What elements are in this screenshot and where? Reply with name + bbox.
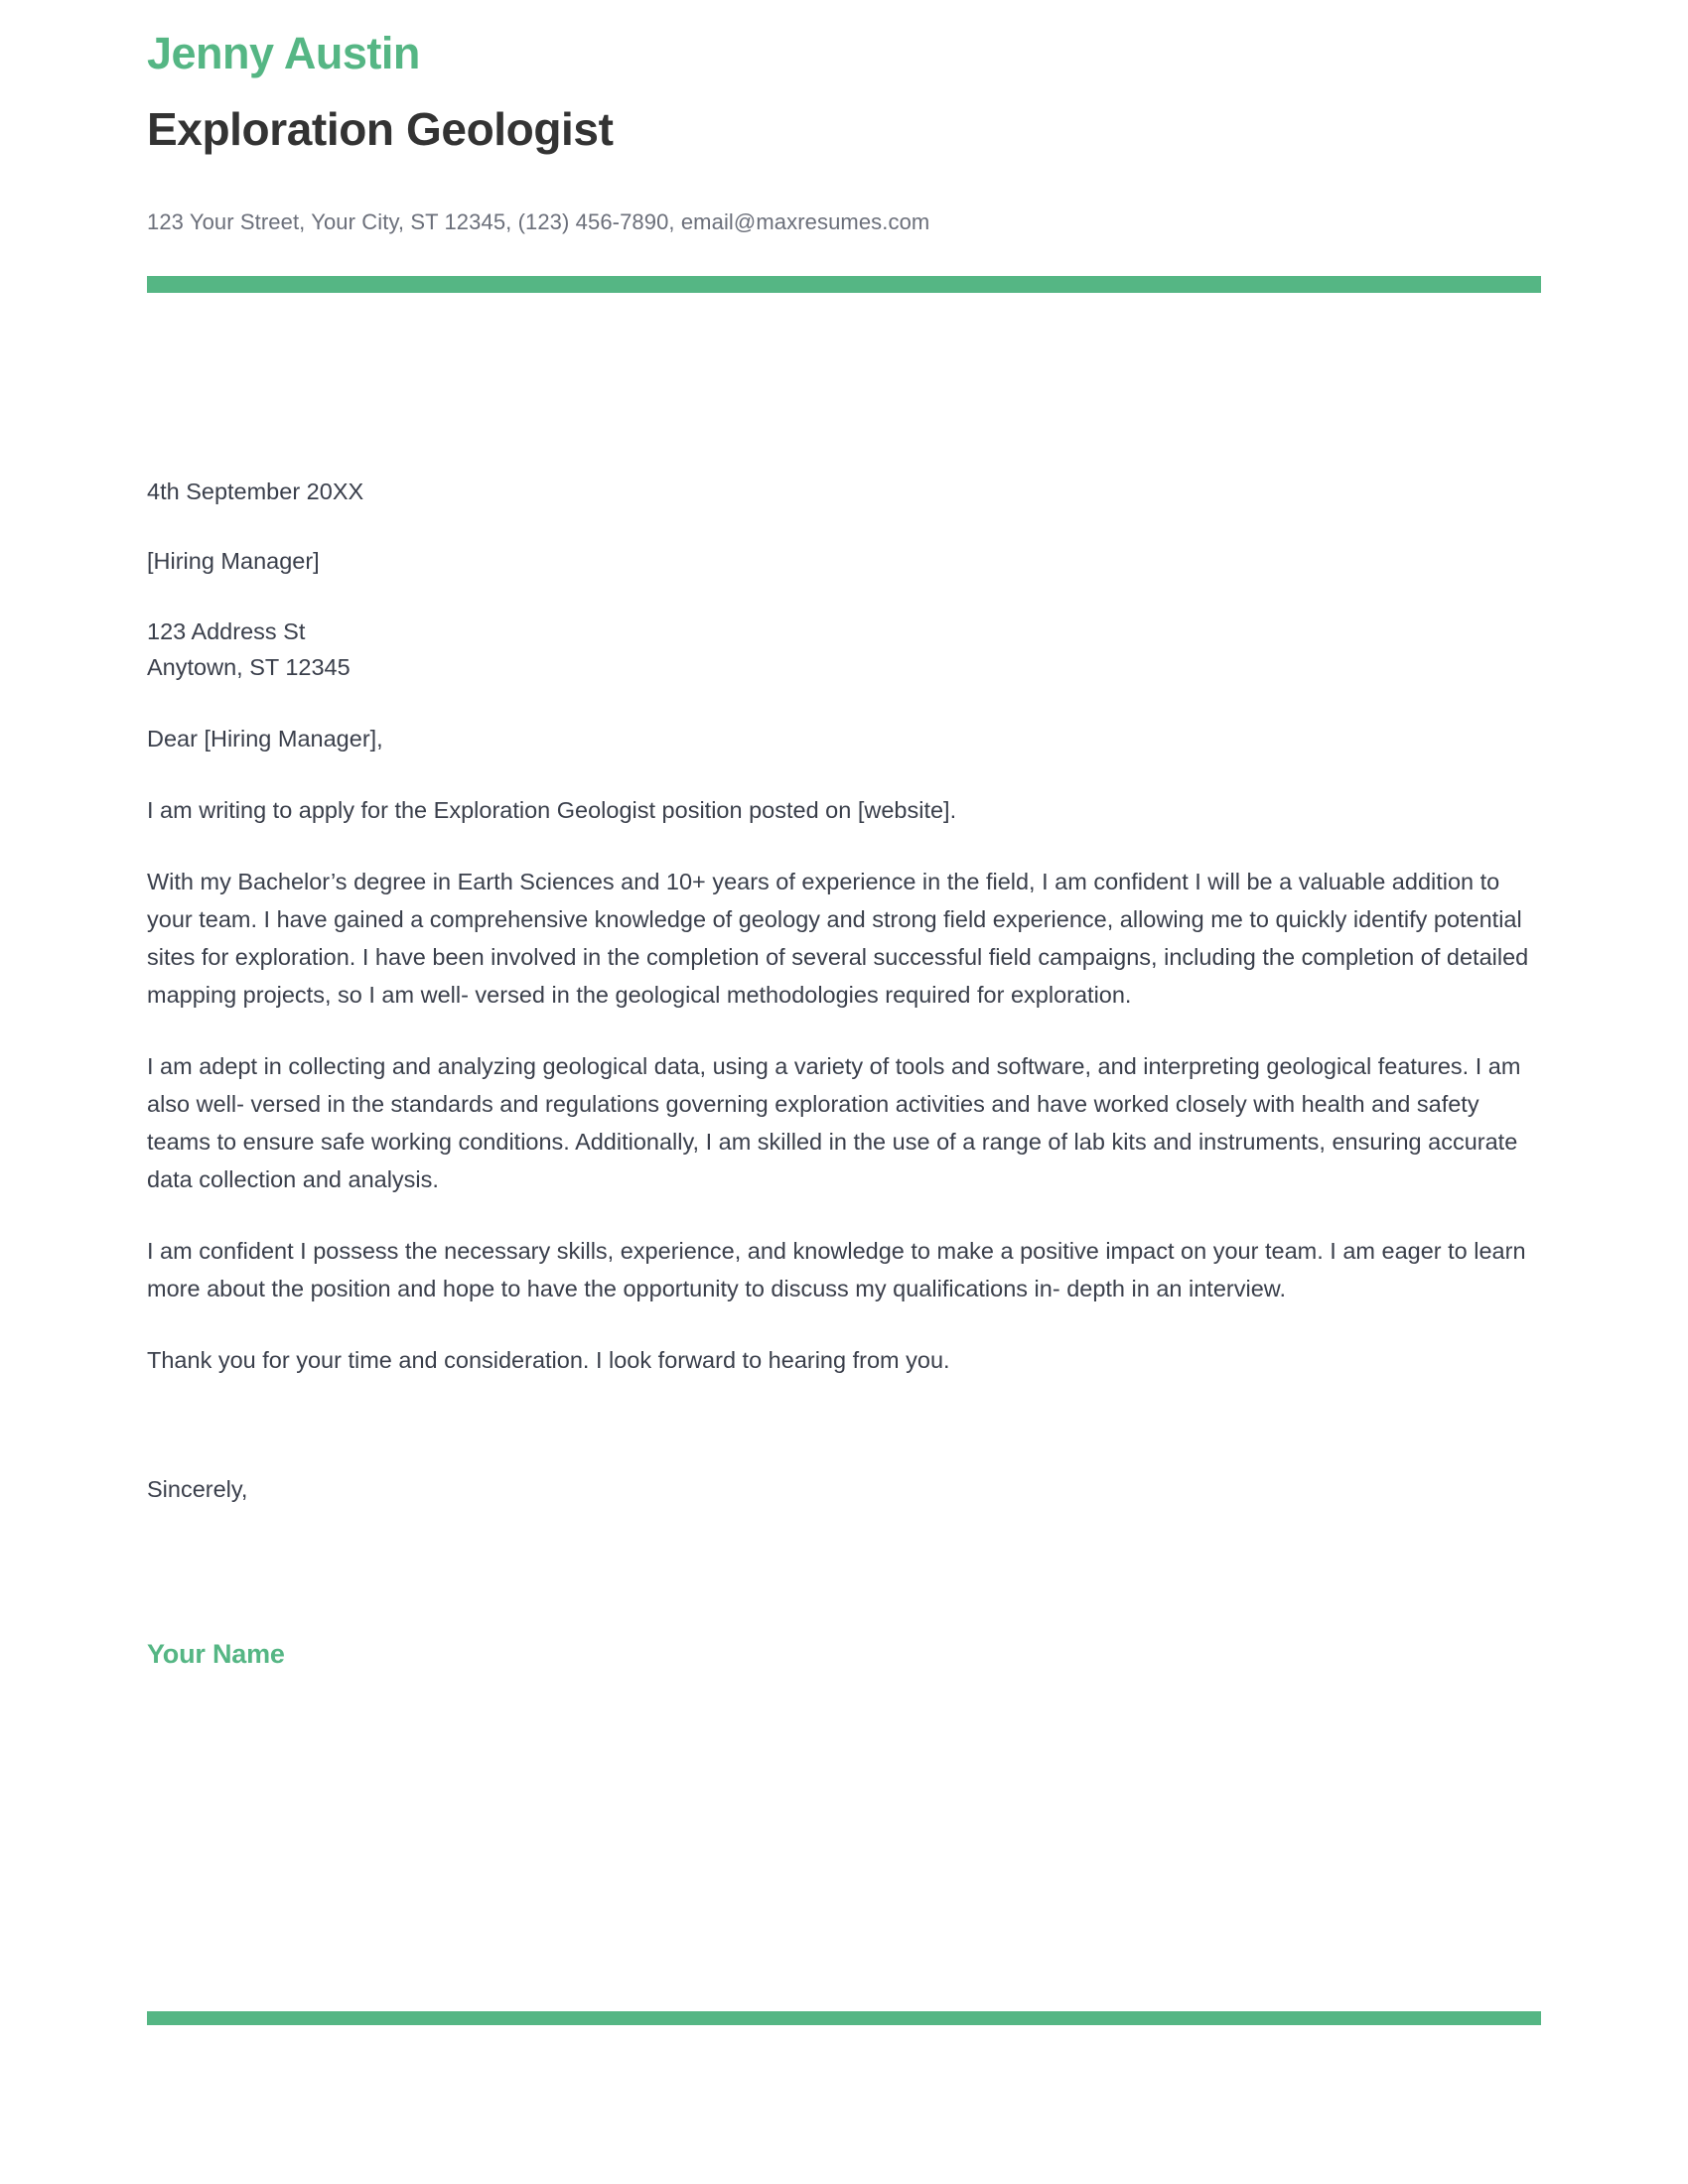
recipient-address-line-2: Anytown, ST 12345 [147, 654, 351, 681]
letter-paragraph-4: I am confident I possess the necessary skills, experience, and knowledge to make a positive impact on your team. I am eager to learn more about the position and hope to have the opportunity to discuss my qualifications in- depth in an interview. [147, 1238, 1526, 1302]
page-content [147, 0, 1541, 1709]
recipient-address [147, 614, 1541, 686]
recipient-name: [Hiring Manager] [147, 548, 320, 575]
footer-divider-bar [147, 2011, 1541, 2025]
letter-date: 4th September 20XX [147, 478, 364, 505]
letter-paragraph-5: Thank you for your time and consideration. I look forward to hearing from you. [147, 1347, 950, 1374]
sign-off: Sincerely, [147, 1475, 248, 1502]
signature-spacer [147, 1414, 1541, 1471]
applicant-name: Jenny Austin [147, 28, 420, 78]
contact-info-line: 123 Your Street, Your City, ST 12345, (123) 456-7890, email@maxresumes.com [147, 209, 930, 235]
letter-paragraph-2: With my Bachelor’s degree in Earth Sciences and 10+ years of experience in the field, I am confident I will be a valuable addition to your team. I have gained a comprehensive knowledge of geology and strong field experience, allowing me to quickly identify potential sites for exploration. I have been involved in the completion of several successful field campaigns, including the completion of detailed mapping projects, so I am well- versed in the geological methodologies required for exploration. [147, 868, 1529, 1009]
letter-paragraph-3: I am adept in collecting and analyzing geological data, using a variety of tools and software, and interpreting geological features. I am also well- versed in the standards and regulations governing exploration activities and have worked closely with health and safety teams to ensure safe working conditions. Additionally, I am skilled in the use of a range of lab kits and instruments, ensuring accurate data collection and analysis. [147, 1053, 1521, 1193]
applicant-job-title: Exploration Geologist [147, 102, 614, 155]
letter-body [147, 293, 1541, 1676]
letter-paragraph-1: I am writing to apply for the Exploration Geologist position posted on [website]. [147, 796, 957, 823]
recipient-address-line-1: 123 Address St [147, 617, 306, 644]
letter-header [147, 0, 1541, 293]
header-divider-bar [147, 276, 1541, 293]
signature-name: Your Name [147, 1638, 285, 1669]
salutation: Dear [Hiring Manager], [147, 725, 383, 751]
